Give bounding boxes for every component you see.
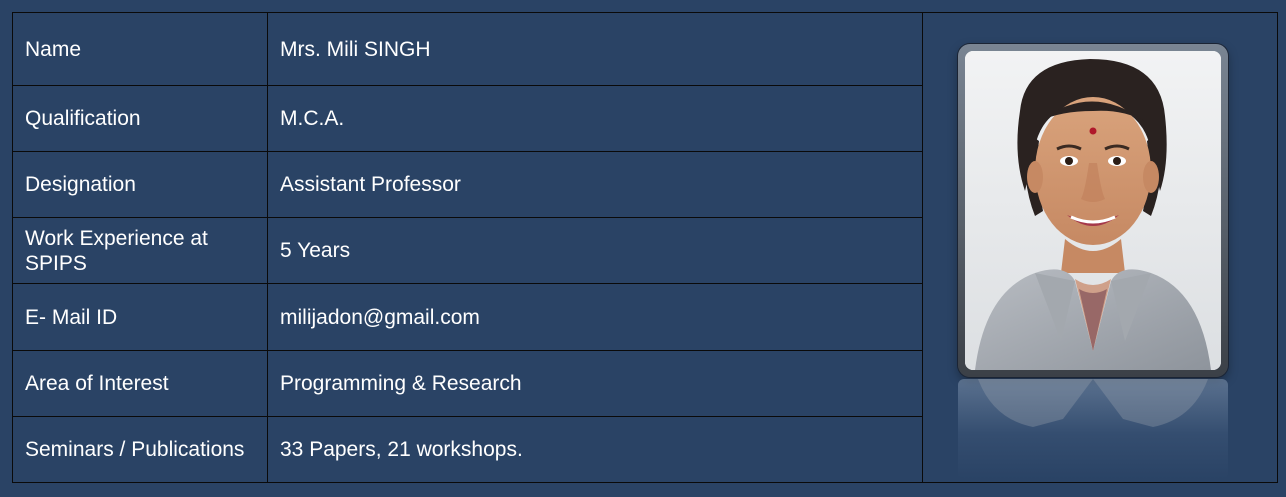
seminars-publications-value: 33 Papers, 21 workshops. bbox=[268, 417, 923, 483]
faculty-portrait-image bbox=[965, 51, 1221, 370]
designation-label: Designation bbox=[13, 152, 268, 218]
faculty-profile-table bbox=[12, 12, 1278, 483]
email-value: milijadon@gmail.com bbox=[268, 284, 923, 351]
photo-cell bbox=[923, 13, 1278, 483]
name-label: Name bbox=[13, 13, 268, 86]
email-label: E- Mail ID bbox=[13, 284, 268, 351]
faculty-photo-frame bbox=[958, 44, 1228, 377]
qualification-value: M.C.A. bbox=[268, 86, 923, 152]
designation-value: Assistant Professor bbox=[268, 152, 923, 218]
area-of-interest-label: Area of Interest bbox=[13, 351, 268, 417]
photo-reflection bbox=[958, 379, 1228, 479]
name-value: Mrs. Mili SINGH bbox=[268, 13, 923, 86]
area-of-interest-value: Programming & Research bbox=[268, 351, 923, 417]
photo-reflection-image bbox=[958, 379, 1228, 479]
work-experience-label: Work Experience at SPIPS bbox=[13, 218, 268, 284]
seminars-publications-label: Seminars / Publications bbox=[13, 417, 268, 483]
table-row-name bbox=[13, 13, 1278, 86]
work-experience-value: 5 Years bbox=[268, 218, 923, 284]
qualification-label: Qualification bbox=[13, 86, 268, 152]
faculty-photo bbox=[965, 51, 1221, 370]
